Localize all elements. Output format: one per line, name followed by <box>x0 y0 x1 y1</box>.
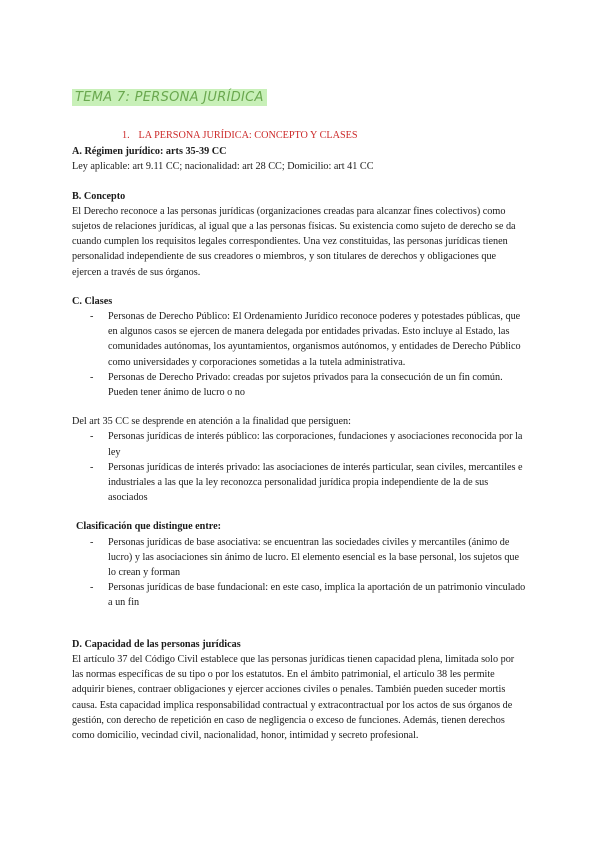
classification-list <box>72 535 528 611</box>
subheading-d: D. Capacidad de las personas jurídicas <box>72 638 241 650</box>
paragraph-art35: Del art 35 CC se desprende en atención a la finalidad que persiguen: <box>72 416 351 428</box>
page-title: TEMA 7: PERSONA JURÍDICA <box>72 89 267 106</box>
paragraph-b: El Derecho reconoce a las personas jurídicas (organizaciones creadas para alcanzar fines colectivos) como sujetos de relaciones jurídicas, al igual que a las personas físicas. Su existencia como sujeto de derecho se da cuando cumplen los requisitos legales correspondientes. Una vez constituidas, las personas jurídicas tienen personalidad independiente de sus creadores o miembros, y son titulares de derechos y obligaciones que ejercen a través de sus órganos. <box>72 205 516 278</box>
subheading-b: B. Concepto <box>72 190 126 202</box>
list-item: - Personas jurídicas de base asociativa: se encuentran las sociedades civiles y mercantiles (ánimo de lucro) y las asociaciones sin ánimo de lucro. El elemento esencial es la base personal, los sujetos que lo crean y forman <box>90 536 520 579</box>
list-item: - Personas jurídicas de interés público: las corporaciones, fundaciones y asociaciones reconocida por la ley <box>90 431 523 458</box>
subheading-clasificacion: Clasificación que distingue entre: <box>76 521 221 533</box>
list-item: - Personas jurídicas de base fundacional: en este caso, implica la aportación de un patrimonio vinculado a un fin <box>90 582 526 609</box>
paragraph-d: El artículo 37 del Código Civil establece que las personas jurídicas tienen capacidad plena, limitada solo por las normas específicas de su tipo o por los estatutos. En el ámbito patrimonial, el artículo 38 les permite adquirir bienes, contraer obligaciones y ejercer acciones civiles o penales. También pueden suceder mortis causa. Esta capacidad implica responsabilidad contractual y extracontractual por los actos de sus órganos de gestión, con derecho de repetición en caso de negligencia o exceso de funciones. Además, tienen derechos como domicilio, vecindad civil, nacionalidad, honor, intimidad y secreto profesional. <box>72 653 515 741</box>
title-wrap <box>72 88 267 106</box>
subheading-c: C. Clases <box>72 295 113 307</box>
section-heading-text: LA PERSONA JURÍDICA: CONCEPTO Y CLASES <box>138 130 358 141</box>
document-body <box>72 128 528 743</box>
list-item: - Personas de Derecho Privado: creadas por sujetos privados para la consecución de un fin común. Pueden tener ánimo de lucro o no <box>90 371 503 399</box>
list-item: - Personas de Derecho Público: El Ordenamiento Jurídico reconoce poderes y potestades públicas, que en algunos casos se ejercen de manera delegada por entidades privadas. Esto incluye al Estado, las comunidades autónomas, los ayuntamientos, organismos autónomos, y entidades de Derecho Público como universidades y corporaciones sometidas a la tutela administrativa. <box>90 311 521 368</box>
section-heading <box>72 128 528 143</box>
subheading-a: A. Régimen jurídico: arts 35-39 CC <box>72 146 227 158</box>
list-item: - Personas jurídicas de interés privado: las asociaciones de interés particular, sean civiles, mercantiles e industriales a las que la ley reconozca personalidad jurídica propia independiente de la de sus asociados <box>90 461 523 504</box>
paragraph-a: Ley aplicable: art 9.11 CC; nacionalidad: art 28 CC; Domicilio: art 41 CC <box>72 161 374 173</box>
section-number: 1. <box>122 130 130 141</box>
classes-list <box>72 309 528 400</box>
purpose-list <box>72 429 528 505</box>
